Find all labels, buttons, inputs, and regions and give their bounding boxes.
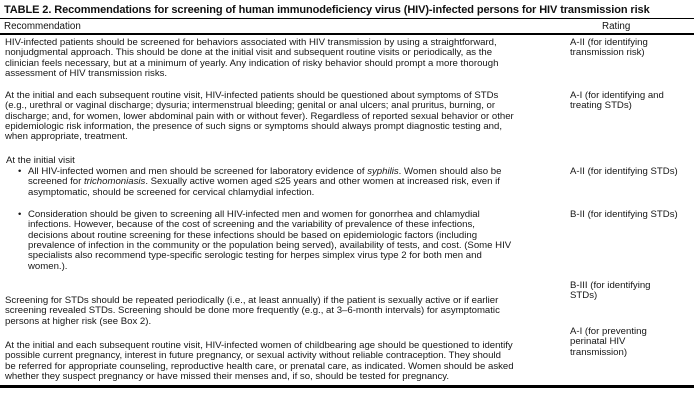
recommendation-text-line: nonjudgmental approach. This should be done at the initial visit and subsequent routine visits or periodically, as the: [5, 47, 493, 59]
rating-text-line: A-II (for identifying STDs): [570, 166, 678, 177]
text-segment: All HIV-infected women and men should be screened for laboratory evidence of: [28, 166, 368, 177]
recommendation-text-line: Screening for STDs should be repeated periodically (i.e., at least annually) if the patient is sexually active or if earlier: [5, 295, 499, 306]
rating-text-line: treating STDs): [570, 100, 632, 112]
recommendation-text-line: infections. However, because of the cost of screening and the variability of prevalence of these infections,: [28, 219, 475, 231]
recommendation-text-line: be referred for appropriate counseling, reproductive health care, or prenatal care, as indicated. Women should be asked: [5, 360, 514, 372]
rating-cell: [570, 210, 678, 220]
recommendation-text-line: epidemiologic risk information, the presence of such signs or symptoms should always prompt diagnostic testing and,: [5, 121, 502, 133]
recommendation-text-line: At the initial and each subsequent routine visit, HIV-infected patients should be questioned about symptoms of STDs: [5, 90, 499, 101]
text-segment: . Sexually active women aged ≤25 years and other women at increased risk, even if: [145, 176, 500, 188]
recommendation-text-line: (e.g., urethral or vaginal discharge; dysuria; intermenstrual bleeding; genital or anal ulcers; anal pruritus, burning, or: [5, 100, 496, 112]
rating-text-line: STDs): [570, 290, 598, 302]
recommendation-paragraph: [5, 38, 498, 79]
recommendation-text-line: whether they suspect pregnancy or have missed their menses and, if so, should be tested for pregnancy.: [5, 371, 450, 383]
column-header-rating: Rating: [602, 21, 631, 32]
recommendation-text-line: women.).: [28, 260, 68, 272]
bullet-icon: •: [18, 165, 22, 177]
recommendation-text-line: asymptomatic, should be screened for cervical chlamydial infection.: [28, 186, 315, 198]
recommendation-text-line: Consideration should be given to screening all HIV-infected men and women for gonorrhea and chlamydial: [28, 209, 480, 220]
recommendation-text-line: At the initial and each subsequent routine visit, HIV-infected women of childbearing age should be questioned to identify: [5, 340, 513, 351]
recommendation-paragraph: [5, 341, 514, 382]
recommendation-text-line: discharge; and, for women, lower abdominal pain with or without fever). Regardless of reported sexual behavior or other: [5, 110, 514, 122]
recommendation-text-line: possible current pregnancy, interest in future pregnancy, or sexual activity without reliable contraception. They should: [5, 350, 501, 362]
italic-term: syphilis: [367, 166, 399, 177]
recommendation-paragraph: [5, 296, 500, 327]
recommendation-text-line: persons at higher risk (see Box 2).: [5, 315, 152, 327]
recommendation-bullet: [18, 165, 502, 198]
rating-cell: [570, 167, 678, 177]
section-heading: At the initial visit: [6, 155, 75, 166]
rating-cell: [570, 327, 647, 358]
column-header-recommendation: Recommendation: [4, 21, 81, 32]
text-segment: . Women should also be: [398, 166, 502, 177]
recommendation-paragraph: [5, 91, 514, 143]
text-segment: screened for: [28, 176, 84, 188]
recommendation-text-line: screening revealed STDs. Screening should be done more frequently (e.g., at 3–6-month intervals) for asymptomatic: [5, 305, 500, 317]
divider-under-header: [0, 33, 694, 35]
italic-term: trichomoniasis: [84, 176, 146, 188]
rating-cell: [570, 38, 648, 59]
rating-text-line: perinatal HIV: [570, 336, 626, 348]
divider-bottom: [0, 385, 694, 388]
rating-cell: [570, 281, 651, 302]
bullet-icon: •: [18, 208, 22, 220]
recommendation-text-line: assessment of HIV transmission risks.: [5, 68, 168, 80]
recommendation-text-line: specialists also recommend type-specific serologic testing for herpes simplex virus type 2 for both men and: [28, 250, 482, 262]
rating-text-line: A-I (for identifying and: [570, 90, 664, 101]
rating-text-line: transmission): [570, 346, 628, 358]
divider-under-title: [0, 18, 694, 19]
recommendation-text-line: decisions about routine screening for these infections should be based on epidemiologic factors (including: [28, 229, 478, 241]
rating-text-line: transmission risk): [570, 47, 645, 59]
recommendation-text-line: when appropriate, treatment.: [5, 131, 128, 143]
rating-text-line: B-III (for identifying: [570, 280, 651, 291]
recommendation-bullet: [18, 208, 512, 272]
table-title: TABLE 2. Recommendations for screening of human immunodeficiency virus (HIV)-infected persons for HIV transmission risk: [4, 4, 650, 16]
recommendation-text-line: prevalence of infection in the community or the population being served), availability of tests, and cost. (Some HIV: [28, 240, 512, 252]
rating-text-line: A-I (for preventing: [570, 326, 647, 337]
recommendation-text-line: clinician feels necessary, but at a minimum of yearly. Any indication of risky behavior should prompt a more thorough: [5, 57, 499, 69]
rating-text-line: B-II (for identifying STDs): [570, 209, 678, 220]
rating-text-line: A-II (for identifying: [570, 37, 648, 48]
rating-cell: [570, 91, 664, 112]
recommendation-text-line: HIV-infected patients should be screened for behaviors associated with HIV transmission by using a straightforward,: [5, 37, 497, 48]
